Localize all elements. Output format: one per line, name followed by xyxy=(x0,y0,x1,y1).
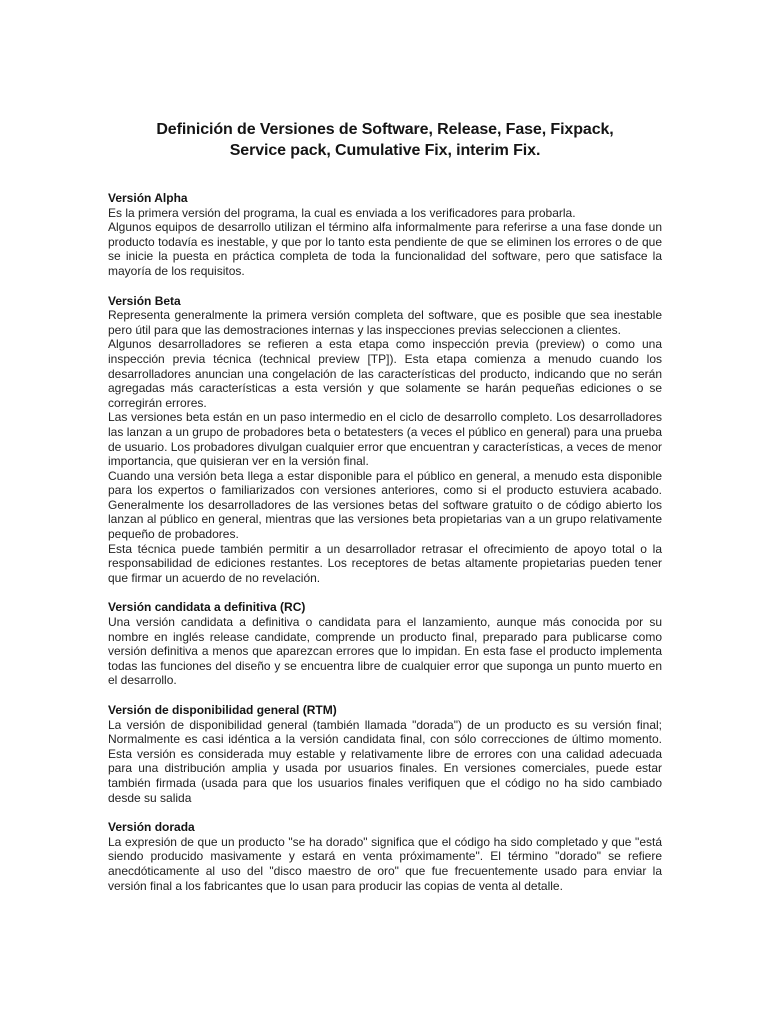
section-heading: Versión candidata a definitiva (RC) xyxy=(108,600,306,615)
paragraph: Cuando una versión beta llega a estar disponible para el público en general, a menudo esta disponible para los expertos o familiarizados con versiones anteriores, como si el producto estuviera acabado. Generalmente los desarrolladores de las versiones betas del software gratuito o de código abierto los lanzan al público en general, mientras que las versiones beta propietarias van a un grupo relativamente pequeño de probadores. xyxy=(108,468,662,542)
paragraph: Una versión candidata a definitiva o candidata para el lanzamiento, aunque más conocida por su nombre en inglés release candidate, comprende un producto final, preparado para publicarse como versión definitiva a menos que aparezcan errores que lo impidan. En esta fase el producto implementa todas las funciones del diseño y se encuentra libre de cualquier error que suponga un punto muerto en el desarrollo. xyxy=(108,615,662,688)
section-version-release-candidate xyxy=(108,600,662,688)
paragraph: Algunos equipos de desarrollo utilizan el término alfa informalmente para referirse a una fase donde un producto todavía es inestable, y que por lo tanto esta pendiente de que se eliminen los errores o de que se inicie la puesta en práctica completa de toda la funcionalidad del software, pero que satisface la mayoría de los requisitos. xyxy=(108,220,662,278)
section-version-alpha xyxy=(108,191,662,279)
paragraph: La versión de disponibilidad general (también llamada "dorada") de un producto es su versión final; Normalmente es casi idéntica a la versión candidata final, con sólo correcciones de último momento. Esta versión es considerada muy estable y relativamente libre de errores con una calidad adecuada para una distribución amplia y usada por usuarios finales. En versiones comerciales, puede estar también firmada (usada para que los usuarios finales verifiquen que el código no ha sido cambiado desde su salida xyxy=(108,717,662,805)
paragraph: La expresión de que un producto "se ha dorado" significa que el código ha sido completado y que "está siendo producido masivamente y estará en venta próximamente". El término "dorado" se refiere anecdóticamente al uso del "disco maestro de oro" que fue frecuentemente usado para enviar la versión final a los fabricantes que lo usan para producir las copias de venta al detalle. xyxy=(108,834,662,893)
paragraph: Algunos desarrolladores se refieren a esta etapa como inspección previa (preview) o como una inspección previa técnica (technical preview [TP]). Esta etapa comienza a menudo cuando los desarrolladores anuncian una congelación de las características del producto, indicando que no serán agregadas más características a esta versión y que solamente se harán pequeñas ediciones o se corregirán errores. xyxy=(108,337,662,410)
section-version-beta xyxy=(108,294,662,586)
document-page xyxy=(108,119,662,908)
paragraph: Es la primera versión del programa, la cual es enviada a los verificadores para probarla. xyxy=(108,205,576,220)
paragraph: Esta técnica puede también permitir a un desarrollador retrasar el ofrecimiento de apoyo total o la responsabilidad de ediciones restantes. Los receptores de betas altamente propietarias pueden tener que firmar un acuerdo de no revelación. xyxy=(108,541,662,585)
section-heading: Versión Beta xyxy=(108,293,181,308)
paragraph: Representa generalmente la primera versión completa del software, que es posible que sea inestable pero útil para que las demostraciones internas y las inspecciones previas seleccionen a clientes. xyxy=(108,308,662,337)
section-heading: Versión de disponibilidad general (RTM) xyxy=(108,703,337,717)
section-version-gold xyxy=(108,820,662,893)
document-title-line-1: Definición de Versiones de Software, Release, Fase, Fixpack, xyxy=(156,121,614,138)
section-version-rtm xyxy=(108,703,662,805)
document-title xyxy=(108,119,662,161)
section-heading: Versión dorada xyxy=(108,820,195,835)
document-title-line-2: Service pack, Cumulative Fix, interim Fix. xyxy=(229,142,541,159)
paragraph: Las versiones beta están en un paso intermedio en el ciclo de desarrollo completo. Los desarrolladores las lanzan a un grupo de probadores beta o betatesters (a veces el público en general) para una prueba de usuario. Los probadores divulgan cualquier error que encuentran y características, a veces de menor importancia, que quisieran ver en la versión final. xyxy=(108,410,662,469)
section-heading: Versión Alpha xyxy=(108,191,188,205)
